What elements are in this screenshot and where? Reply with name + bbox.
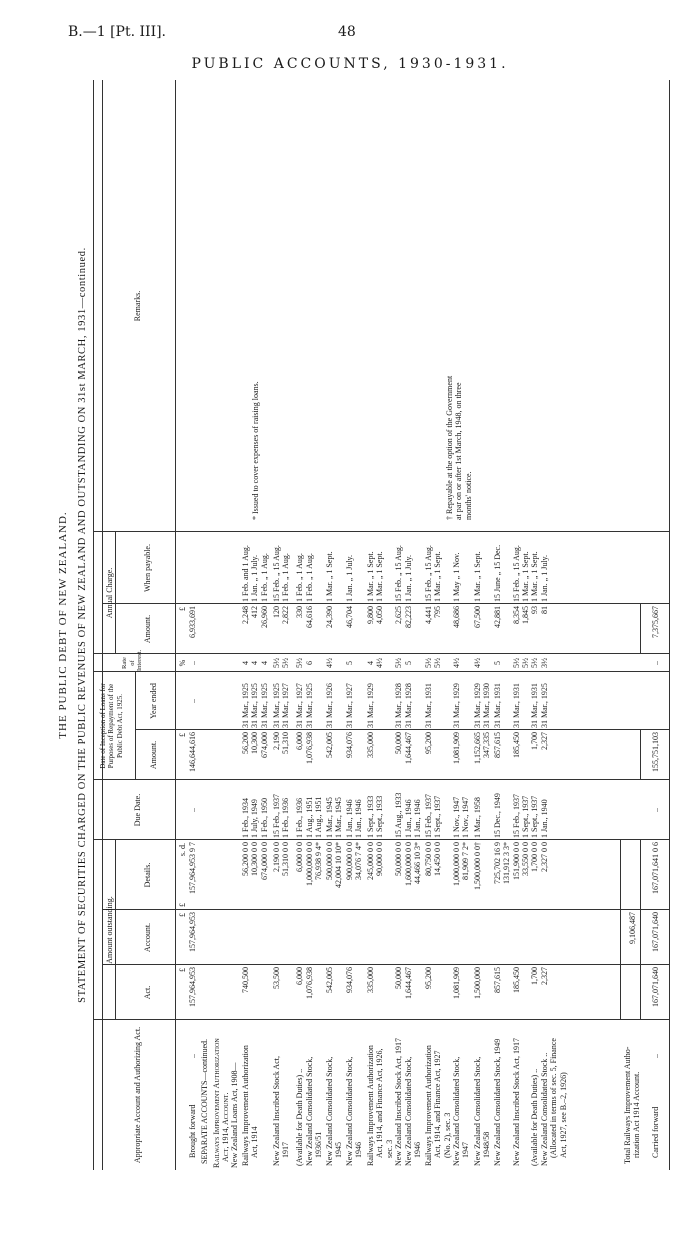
row-due-date: 1 Jan., 1946 (345, 799, 354, 838)
row-act-amount: 857,615 (493, 967, 502, 993)
row-when-payable: 1 Jan. „ 1 July. (540, 554, 549, 602)
row-inception-amount: 934,076 (345, 732, 354, 758)
row-when-payable: 1 Jan. „ 1 July. (404, 554, 413, 602)
row-act-amount: 95,200 (424, 967, 433, 989)
row-act-amount: 50,000 (394, 967, 403, 989)
row-act-amount: 1,076,938 (305, 967, 314, 999)
row-label: 1947 (461, 1142, 471, 1158)
row-rate: 4 (366, 661, 375, 665)
col-inception: Date of Inception of Loans for Purposes of Repayment of the Public Debt Act, 1925. (99, 683, 124, 769)
row-when-payable: 1 Mar. „ 1 Sept. (433, 551, 443, 602)
rotated-table-page (55, 80, 695, 1170)
row-due-date: 1 Feb., 1936 (295, 798, 304, 838)
row-annual-amount: 120 (272, 606, 281, 618)
row-annual-amount: 330 (295, 606, 304, 618)
row-inception-amount: 1,152,665 (473, 732, 482, 764)
row-act-amount: 1,081,909 (452, 967, 461, 999)
row-act-amount: 2,327 (540, 967, 549, 985)
rai-heading-line1: Railways Improvement Authorization (212, 1038, 221, 1168)
row-due-date: 1 Jan., 1940 (540, 799, 549, 838)
col-act: Act. (143, 985, 152, 1000)
col-year-ended: Year ended (149, 683, 158, 719)
unit-act: £ (178, 968, 187, 972)
section-heading: SEPARATE ACCOUNTS—continued. (200, 1038, 209, 1164)
row-year-ended: 31 Mar., 1927 (295, 683, 304, 728)
row-label: New Zealand Consolidated Stock .. (540, 1052, 549, 1166)
statement-title: STATEMENT OF SECURITIES CHARGED ON THE PUBLIC REVENUES OF NEW ZEALAND AND OUTSTANDING ON 31st MARCH, 1931—continued. (77, 247, 88, 1003)
row-act-amount: 1,500,000 (473, 967, 482, 999)
row-inception-amount: 10,300 (250, 732, 260, 754)
row-label: (Allocated in terms of sec. 5, Finance (549, 1038, 559, 1158)
row-annual-amount: 64,616 (305, 606, 314, 628)
row-year-ended: 31 Mar., 1930 (482, 683, 492, 728)
page-number: 48 (338, 24, 356, 40)
row-due-date: 1 Aug., 1951 (305, 796, 314, 838)
row-annual-amount: 8,354 (512, 606, 521, 624)
row-when-payable: 1 Mar. „ 1 Sept. (325, 551, 334, 602)
row-annual-amount: 795 (433, 606, 443, 618)
row-details: 131,912 3 3* (502, 842, 512, 884)
row-year-ended: 31 Mar., 1925 (540, 683, 549, 728)
row-label: 1946 (413, 1142, 423, 1158)
row-label: New Zealand Consolidated Stock, (404, 1056, 413, 1166)
row-due-date: 1 Aug., 1951 (314, 796, 324, 838)
row-label: 1917 (281, 1142, 291, 1158)
total-account: 9,106,487 (628, 912, 637, 944)
carried-forward-label: Carried forward (651, 1106, 660, 1158)
row-act-amount: 542,005 (325, 967, 334, 993)
carried-forward-dots: .. (651, 1054, 660, 1058)
row-inception-amount: 56,200 (241, 732, 250, 754)
row-act-amount: 6,000 (295, 967, 304, 985)
unit-account: £ (178, 913, 187, 917)
row-rate: 4½ (473, 658, 482, 668)
total-label-line2: rization Act 1914 Account. (632, 1071, 641, 1158)
row-label: New Zealand Consolidated Stock, (473, 1056, 482, 1166)
row-year-ended: 31 Mar., 1927 (345, 683, 354, 728)
row-details: 1,600,000 0 0 (404, 842, 413, 886)
row-act-amount: 1,644,467 (404, 967, 413, 999)
row-when-payable: 1 Feb. „ 1 Aug. (259, 553, 269, 602)
brought-forward-dots: .. (188, 1054, 197, 1058)
row-act-amount: 185,450 (512, 967, 521, 993)
row-due-date: 15 Feb., 1937 (424, 794, 433, 838)
nz-loans-act: New Zealand Loans Act, 1908— (230, 1062, 239, 1168)
row-inception-amount: 51,310 (281, 732, 291, 754)
row-rate: 5 (345, 661, 354, 665)
row-inception-amount: 857,615 (493, 732, 502, 758)
bf-account: 157,964,953 (188, 912, 197, 952)
row-details: 34,076 7 4* (354, 842, 364, 880)
row-rate: 4 (241, 661, 250, 665)
row-details: 1,500,000 0 0† (473, 842, 482, 890)
row-label: New Zealand Inscribed Stock Act, 1917 (394, 1038, 403, 1166)
row-details: 725,702 16 9 (493, 842, 502, 884)
row-inception-amount: 50,000 (394, 732, 403, 754)
col-due-date: Due Date. (133, 793, 142, 827)
row-inception-amount: 1,644,467 (404, 732, 413, 764)
row-details: 90,000 0 0 (375, 842, 385, 876)
row-due-date: 15 Dec., 1949 (493, 793, 502, 838)
row-label: (No. 2), sec. 3 (442, 1112, 452, 1158)
unit-ac: £ (178, 607, 187, 611)
row-due-date: 1 Feb., 1950 (259, 798, 269, 838)
row-details: 51,310 0 0 (281, 842, 291, 876)
row-label: New Zealand Consolidated Stock, (305, 1056, 314, 1166)
row-year-ended: 31 Mar., 1929 (473, 683, 482, 728)
row-details: 42,004 10 10* (334, 842, 344, 888)
row-label: (Available for Death Duties) .. (530, 1068, 539, 1166)
row-rate: 5½ (530, 658, 539, 668)
row-inception-amount: 6,000 (295, 732, 304, 750)
row-annual-amount: 82,223 (404, 606, 413, 628)
row-label: Act, 1914 (250, 1126, 260, 1158)
row-due-date: 1 Sept., 1937 (530, 795, 539, 838)
row-inception-amount: 347,335 (482, 732, 492, 758)
row-annual-amount: 1,845 (521, 606, 531, 624)
row-due-date: 1 Sept., 1937 (521, 795, 531, 838)
row-inception-amount: 2,327 (540, 732, 549, 750)
row-label: Railways Improvement Authorization (424, 1045, 433, 1166)
cf-details: 167,071,641 0 6 (651, 842, 660, 894)
row-annual-amount: 2,822 (281, 606, 291, 624)
row-inception-amount: 185,450 (512, 732, 521, 758)
col-ac-amount: Amount. (143, 614, 152, 644)
row-when-payable: 1 Mar. „ 1 Sept. (473, 551, 482, 602)
bf-act: 157,964,953 (188, 967, 197, 1007)
row-rate: 5½ (394, 658, 403, 668)
row-details: 151,900 0 0 (512, 842, 521, 880)
row-rate: 5½ (295, 658, 304, 668)
row-inception-amount: 674,000 (259, 732, 269, 758)
unit-inc: £ (178, 733, 187, 737)
row-when-payable: 1 Mar. „ 1 Sept. (521, 551, 531, 602)
cf-account: 167,071,640 (651, 912, 660, 952)
row-year-ended: 31 Mar., 1925 (272, 683, 281, 728)
row-due-date: 15 Feb., 1937 (512, 794, 521, 838)
row-annual-amount: 93 (530, 606, 539, 614)
row-year-ended: 31 Mar., 1928 (404, 683, 413, 728)
running-title: PUBLIC ACCOUNTS, 1930-1931. (191, 56, 509, 72)
row-label: Act, 1914, and Finance Act, 1926, (375, 1048, 385, 1158)
row-inception-amount: 1,081,909 (452, 732, 461, 764)
row-details: 500,000 0 0 (325, 842, 334, 880)
row-due-date: 1 Feb., 1934 (241, 798, 250, 838)
row-annual-amount: 67,500 (473, 606, 482, 628)
row-rate: 3½ (540, 658, 549, 668)
col-details: Details. (143, 862, 152, 888)
row-annual-amount: 4,441 (424, 606, 433, 624)
row-act-amount: 335,000 (366, 967, 375, 993)
row-rate: 4½ (452, 658, 461, 668)
bf-ac: 6,933,691 (188, 606, 197, 638)
row-details: 1,000,000 0 0 (305, 842, 314, 886)
row-details: 900,000 0 0 (345, 842, 354, 880)
row-details: 76,938 9 4* (314, 842, 324, 880)
row-label: (Available for Death Duties) .. (295, 1068, 304, 1166)
row-when-payable: 15 Feb. „ 15 Aug. (272, 545, 281, 602)
row-rate: 4 (259, 661, 269, 665)
row-due-date: 1 Feb., 1936 (281, 798, 291, 838)
row-details: 1,000,000 0 0 (452, 842, 461, 886)
row-rate: 4½ (325, 658, 334, 668)
row-when-payable: 1 Mar. „ 1 Sept. (530, 551, 539, 602)
row-label: New Zealand Consolidated Stock, 1949 (493, 1038, 502, 1166)
row-inception-amount: 1,076,938 (305, 732, 314, 764)
row-when-payable: 1 Feb. „ 1 Aug. (281, 553, 291, 602)
row-rate: 5½ (272, 658, 281, 668)
row-annual-amount: 4,050 (375, 606, 385, 624)
row-year-ended: 31 Mar., 1931 (512, 683, 521, 728)
row-details: 44,466 10 3* (413, 842, 423, 884)
row-label: Railways Improvement Authorization (366, 1045, 375, 1166)
row-details: 245,000 0 0 (366, 842, 375, 880)
row-details: 14,450 0 0 (433, 842, 443, 876)
row-year-ended: 31 Mar., 1929 (366, 683, 375, 728)
row-label: sec. 3 (384, 1139, 394, 1158)
row-details: 1,700 0 0 (530, 842, 539, 872)
row-year-ended: 31 Mar., 1931 (530, 683, 539, 728)
remark-raising-loans: * Issued to cover expenses of raising loans. (251, 381, 260, 520)
bf-year-dots: .. (188, 699, 197, 703)
row-details: 6,000 0 0 (295, 842, 304, 872)
row-when-payable: 1 Jan. „ 1 July. (250, 554, 260, 602)
row-rate: 5½ (424, 658, 433, 668)
row-label: 1936/51 (314, 1131, 324, 1158)
row-inception-amount: 95,200 (424, 732, 433, 754)
bf-inc: 146,644,616 (188, 732, 197, 772)
cf-inc: 155,751,103 (651, 732, 660, 772)
row-label: New Zealand Inscribed Stock Act, (272, 1056, 281, 1166)
row-annual-amount: 2,625 (394, 606, 403, 624)
row-due-date: 1 Sept., 1937 (433, 795, 443, 838)
row-year-ended: 31 Mar., 1925 (250, 683, 260, 728)
bf-rate-dots: .. (188, 661, 197, 665)
table-title: THE PUBLIC DEBT OF NEW ZEALAND. (57, 511, 69, 739)
row-label: Railways Improvement Authorization (241, 1045, 250, 1166)
unit-details: £ (178, 903, 187, 907)
row-due-date: 1 Mar., 1958 (473, 797, 482, 838)
row-annual-amount: 42,881 (493, 606, 502, 628)
row-rate: 4 (250, 661, 260, 665)
row-act-amount: 1,700 (530, 967, 539, 985)
row-when-payable: 15 Feb. „ 15 Aug. (512, 545, 521, 602)
row-details: 50,000 0 0 (394, 842, 403, 876)
row-annual-amount: 46,704 (345, 606, 354, 628)
row-inception-amount: 542,005 (325, 732, 334, 758)
row-year-ended: 31 Mar., 1931 (424, 683, 433, 728)
row-label: New Zealand Inscribed Stock Act, 1917 (512, 1038, 521, 1166)
col-appropriate: Appropriate Account and Authorizing Act. (133, 1026, 142, 1164)
row-due-date: 1 Sept., 1933 (375, 795, 385, 838)
row-label: 1946 (354, 1142, 364, 1158)
row-label: Act, 1914, and Finance Act, 1927 (433, 1050, 443, 1158)
unit-sd: s. d. (178, 843, 187, 857)
bf-due-dots: .. (188, 808, 197, 812)
col-remarks: Remarks. (133, 290, 142, 322)
row-due-date: 1 July, 1949 (250, 799, 260, 838)
row-label: 1948/58 (482, 1131, 492, 1158)
row-rate: 5½ (433, 658, 443, 668)
row-rate: 5½ (512, 658, 521, 668)
row-annual-amount: 81 (540, 606, 549, 614)
row-when-payable: 1 Mar. „ 1 Sept. (375, 551, 385, 602)
rai-heading-line2: Act, 1914, Account. (221, 1092, 230, 1162)
remark-repayable: † Repayable at the option of the Government at par on or after 1st March, 1948, on three months' notice. (445, 375, 473, 520)
cf-rate-dots: .. (651, 661, 660, 665)
row-annual-amount: 48,686 (452, 606, 461, 628)
row-due-date: 15 Feb., 1937 (272, 794, 281, 838)
row-when-payable: 1 Mar. „ 1 Sept. (366, 551, 375, 602)
row-annual-amount: 2,248 (241, 606, 250, 624)
row-details: 2,190 0 0 (272, 842, 281, 872)
row-due-date: 1 Nov., 1947 (452, 796, 461, 838)
row-rate: 4½ (375, 658, 385, 668)
report-code: B.—1 [Pt. III]. (68, 24, 167, 40)
row-due-date: 1 Mar., 1945 (334, 797, 344, 838)
row-details: 10,300 0 0 (250, 842, 260, 876)
col-annual-charge: Annual Charge. (105, 567, 114, 619)
row-when-payable: 1 May „ 1 Nov. (452, 552, 461, 602)
row-due-date: 1 Nov., 1947 (461, 796, 471, 838)
row-due-date: 15 Aug., 1933 (394, 792, 403, 838)
row-year-ended: 31 Mar., 1925 (241, 683, 250, 728)
row-inception-amount: 335,000 (366, 732, 375, 758)
unit-pct: % (178, 659, 187, 667)
row-label: Act, 1927, see B.–2, 1926) (558, 1072, 568, 1158)
row-details: 80,750 0 0 (424, 842, 433, 876)
row-due-date: 1 Jan., 1946 (354, 799, 364, 838)
bf-details: 157,964,953 9 7 (188, 842, 197, 894)
col-account: Account. (143, 922, 152, 953)
row-when-payable: 1 Jan. „ 1 July. (345, 554, 354, 602)
row-when-payable: 1 Feb. „ 1 Aug. (295, 553, 304, 602)
row-act-amount: 53,500 (272, 967, 281, 989)
row-label: 1945 (334, 1142, 344, 1158)
row-due-date: 1 Mar., 1945 (325, 797, 334, 838)
row-annual-amount: 24,390 (325, 606, 334, 628)
row-year-ended: 31 Mar., 1928 (394, 683, 403, 728)
col-inc-amount: Amount. (149, 740, 158, 770)
cf-due-dots: .. (651, 808, 660, 812)
row-when-payable: 15 Feb. „ 15 Aug. (424, 545, 433, 602)
row-label: New Zealand Consolidated Stock, (345, 1056, 354, 1166)
col-rate: Rate of Interest. (121, 649, 144, 671)
row-due-date: 1 Jan., 1946 (404, 799, 413, 838)
row-details: 2,327 0 0 (540, 842, 549, 872)
row-details: 674,000 0 0 (259, 842, 269, 880)
row-annual-amount: 9,800 (366, 606, 375, 624)
row-due-date: 1 Jan., 1946 (413, 799, 423, 838)
row-year-ended: 31 Mar., 1925 (305, 683, 314, 728)
row-annual-amount: 412 (250, 606, 260, 618)
row-rate: 5½ (281, 658, 291, 668)
row-when-payable: 1 Feb. and 1 Aug. (241, 545, 250, 602)
row-year-ended: 31 Mar., 1929 (452, 683, 461, 728)
col-amount-outstanding: Amount outstanding. (105, 896, 114, 964)
row-year-ended: 31 Mar., 1931 (493, 683, 502, 728)
row-details: 56,200 0 0 (241, 842, 250, 876)
total-label-line1: Total Railways Improvement Autho- (623, 1046, 632, 1164)
row-label: New Zealand Consolidated Stock, (452, 1056, 461, 1166)
row-rate: 6 (305, 661, 314, 665)
row-act-amount: 740,500 (241, 967, 250, 993)
row-year-ended: 31 Mar., 1925 (259, 683, 269, 728)
row-details: 33,550 0 0 (521, 842, 531, 876)
row-details: 81,909 7 2* (461, 842, 471, 880)
row-rate: 5½ (521, 658, 531, 668)
row-annual-amount: 26,960 (259, 606, 269, 628)
row-when-payable: 15 Feb. „ 15 Aug. (394, 545, 403, 602)
row-act-amount: 934,076 (345, 967, 354, 993)
row-rate: 5 (493, 661, 502, 665)
cf-ac: 7,375,667 (651, 606, 660, 638)
row-when-payable: 1 Feb. „ 1 Aug. (305, 553, 314, 602)
col-when-payable: When payable. (143, 544, 152, 592)
row-when-payable: 15 June „ 15 Dec. (493, 544, 502, 602)
row-due-date: 1 Sept., 1933 (366, 795, 375, 838)
row-inception-amount: 2,190 (272, 732, 281, 750)
row-year-ended: 31 Mar., 1927 (281, 683, 291, 728)
row-label: New Zealand Consolidated Stock, (325, 1056, 334, 1166)
row-year-ended: 31 Mar., 1926 (325, 683, 334, 728)
row-rate: 5 (404, 661, 413, 665)
cf-act: 167,071,640 (651, 967, 660, 1007)
brought-forward-label: Brought forward (188, 1104, 197, 1158)
row-inception-amount: 1,700 (530, 732, 539, 750)
